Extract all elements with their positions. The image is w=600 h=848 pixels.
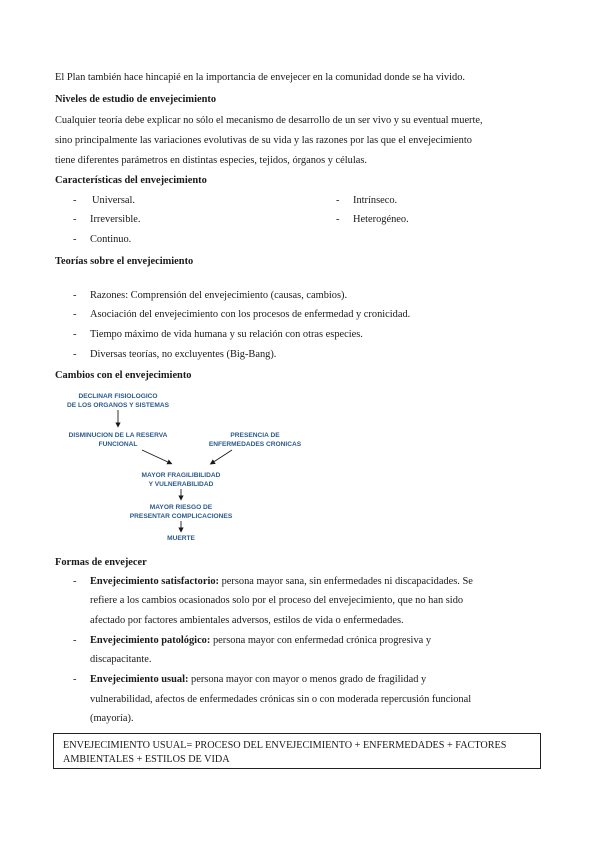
teoria-item-1: Razones: Comprensión del envejecimiento (causas, cambios). [90,290,348,301]
forma-usual-line3: (mayoría). [90,713,134,724]
forma-term: Envejecimiento patológico: [90,635,211,646]
node-presencia-line1: PRESENCIA DE [230,432,280,439]
node-presencia-line2: ENFERMEDADES CRONICAS [208,441,302,448]
bullet-dash: - [336,214,340,225]
node-riesgo-line1: MAYOR RIESGO DE [149,504,213,511]
bullet-dash: - [73,214,77,225]
node-disminucion-line1: DISMINUCION DE LA RESERVA [68,432,168,439]
forma-term: Envejecimiento usual: [90,674,189,685]
heading-cambios: Cambios con el envejecimiento [55,370,192,381]
forma-usual-line2: vulnerabilidad, afectos de enfermedades crónicas sin o con moderada repercusión funcional [90,694,472,705]
bullet-dash: - [73,674,77,685]
forma-text: persona mayor con mayor o menos grado de fragilidad y [188,674,427,685]
niveles-line-3: tiene diferentes parámetros en distintas especies, tejidos, órganos y células. [55,155,368,166]
arrow-3 [212,450,232,463]
caracteristica-heterogeneo: Heterogéneo. [353,214,409,225]
bullet-dash: - [73,329,77,340]
heading-niveles: Niveles de estudio de envejecimiento [55,94,217,105]
bullet-dash: - [336,195,340,206]
forma-term: Envejecimiento satisfactorio: [90,576,219,587]
aging-changes-diagram [52,388,352,548]
teoria-item-2: Asociación del envejecimiento con los procesos de enfermedad y cronicidad. [90,309,411,320]
node-declinar-line2: DE LOS ORGANOS Y SISTEMAS [67,402,169,409]
caracteristica-irreversible: Irreversible. [90,214,141,225]
intro-paragraph: El Plan también hace hincapié en la importancia de envejecer en la comunidad donde se ha vivido. [55,72,465,83]
forma-text: persona mayor sana, sin enfermedades ni discapacidades. Se [218,576,473,587]
forma-satisfactorio-line1 [90,575,473,589]
forma-usual-line1 [90,673,426,687]
bullet-dash: - [73,349,77,360]
caracteristica-continuo: Continuo. [90,234,132,245]
node-declinar-line1: DECLINAR FISIOLOGICO [78,393,158,400]
arrow-2 [142,450,170,463]
bullet-dash: - [73,234,77,245]
bullet-dash: - [73,290,77,301]
heading-teorias: Teorías sobre el envejecimiento [55,256,194,267]
node-disminucion-line2: FUNCIONAL [98,441,138,448]
formula-line-1: ENVEJECIMIENTO USUAL= PROCESO DEL ENVEJECIMIENTO + ENFERMEDADES + FACTORES [63,740,507,751]
niveles-line-1: Cualquier teoría debe explicar no sólo el mecanismo de desarrollo de un ser vivo y su eventual muerte, [55,115,483,126]
node-muerte: MUERTE [167,535,195,542]
forma-satisfactorio-line3: afectado por factores ambientales adversos, estilos de vida o enfermedades. [90,615,404,626]
heading-formas: Formas de envejecer [55,557,147,568]
caracteristica-universal: Universal. [92,195,135,206]
forma-satisfactorio-line2: refiere a los cambios ocasionados solo por el proceso del envejecimiento, que no han sido [90,595,464,606]
bullet-dash: - [73,195,77,206]
niveles-line-2: sino principalmente las variaciones evolutivas de su vida y las razones por las que el envejecimiento [55,135,472,146]
bullet-dash: - [73,309,77,320]
formula-box [53,733,541,769]
forma-patologico-line2: discapacitante. [90,654,152,665]
teoria-item-4: Diversas teorías, no excluyentes (Big-Bang). [90,349,277,360]
node-riesgo-line2: PRESENTAR COMPLICACIONES [129,513,233,520]
forma-text: persona mayor con enfermedad crónica progresiva y [210,635,432,646]
formula-line-2: AMBIENTALES + ESTILOS DE VIDA [63,754,230,765]
forma-patologico-line1 [90,634,431,648]
bullet-dash: - [73,635,77,646]
node-fragilidad-line2: Y VULNERABILIDAD [148,481,214,488]
teoria-item-3: Tiempo máximo de vida humana y su relación con otras especies. [90,329,363,340]
caracteristica-intrinseco: Intrínseco. [353,195,398,206]
heading-caracteristicas: Características del envejecimiento [55,175,207,186]
bullet-dash: - [73,576,77,587]
node-fragilidad-line1: MAYOR FRAGILIBILIDAD [141,472,221,479]
